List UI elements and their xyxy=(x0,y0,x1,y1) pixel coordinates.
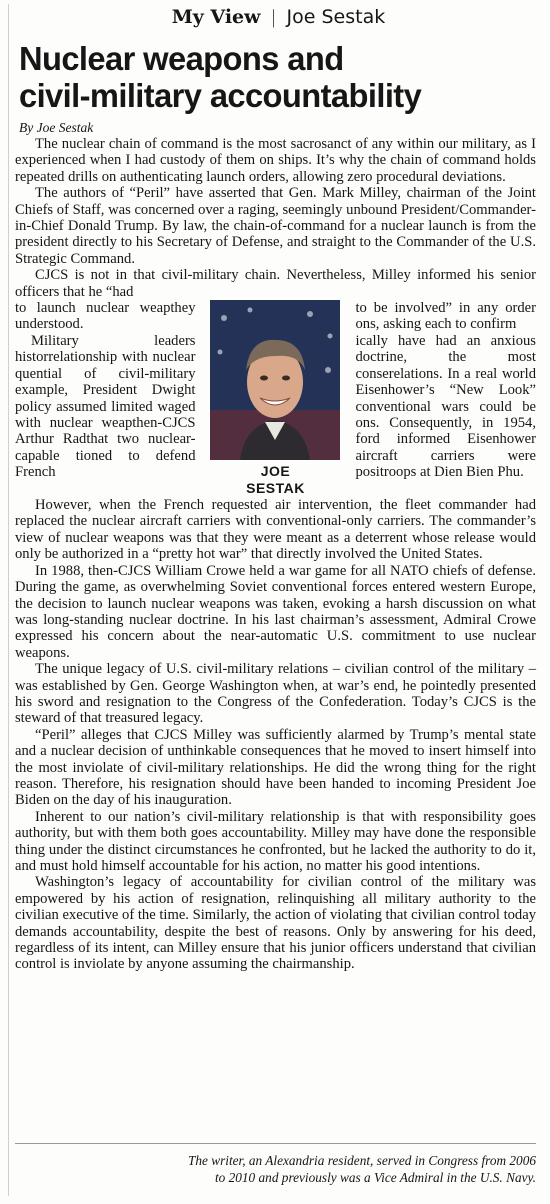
right-column xyxy=(356,300,537,497)
photo-caption-line-2: SESTAK xyxy=(246,480,305,497)
author-photo-block xyxy=(206,300,346,497)
paragraph-2: The authors of “Peril” have asserted that Gen. Mark Milley, chairman of the Joint Chiefs of Staff, was concerned over a raging, seemingly unbound President/Commander-in-Chief Donald Trump. By law, the chain-of-command for a nuclear launch is from the president directly to his Secretary of Defense, and straight to the Commander of the U.S. Strategic Command. xyxy=(15,185,536,267)
author-tagline xyxy=(15,1143,536,1186)
left-column xyxy=(15,300,196,497)
paragraph-1: The nuclear chain of command is the most sacrosanct of any within our military, as I experienced when I had custody of them on ships. It’s why the chain of command holds repeated drills on authenticating launch orders, allowing zero procedural deviations. xyxy=(15,136,536,185)
paragraph-3-intro: CJCS is not in that civil-military chain. Nevertheless, Milley informed his senior officers that he “had xyxy=(15,267,536,300)
article-body xyxy=(15,136,542,973)
photo-caption xyxy=(206,463,346,497)
paragraph-7: The unique legacy of U.S. civil-military relations – civilian control of the military – was established by Gen. George Washington when, at war’s end, he pointedly presented his sword and resignation to the Congress of the Confederation. Today’s CJCS is the steward of that treasured legacy. xyxy=(15,661,536,727)
paragraph-10: Washington’s legacy of accountability for civilian control of the military was empowered by his action of resignation, relinquishing all military authority to the civilian executive of the time. Similarly, the action of violating that civilian control today demands accountability, despite the best of reasons. Only by answering for his deed, regardless of its intent, can Milley ensure that his junior officers understand that civilian control is inviolate by anyone assuming the chairmanship. xyxy=(15,874,536,973)
paragraph-4-left: Military leaders historrelationship with nuclear quential of civil-military example, President Dwight policy assumed limited waged with nuclear weapthen-CJCS Arthur Radthat two nuclear-capable tioned to defend French xyxy=(15,332,196,481)
column-kicker xyxy=(15,4,542,30)
kicker-label: My View xyxy=(171,6,261,28)
paragraph-3-left: to launch nuclear weapthey understood. xyxy=(15,300,196,333)
tagline-line-2: to 2010 and previously was a Vice Admiral in the U.S. Navy. xyxy=(214,1170,536,1185)
portrait-image xyxy=(210,300,340,460)
paragraph-4-right: ically have had an anxious doctrine, the most conserelations. In a real world Eisenhower’s “New Look” conventional wars could be ons. Consequently, in 1954, ford informed Eisenhower aircraft carriers were positroops at Dien Bien Phu. xyxy=(355,332,536,481)
photo-split-section xyxy=(15,300,536,497)
tagline-line-1: The writer, an Alexandria resident, served in Congress from 2006 xyxy=(187,1153,536,1168)
kicker-divider: | xyxy=(271,6,276,28)
headline-line-2: civil-military accountability xyxy=(19,77,422,114)
headline-line-1: Nuclear weapons and xyxy=(19,40,344,77)
byline: By Joe Sestak xyxy=(19,120,94,135)
kicker-author: Joe Sestak xyxy=(286,6,386,28)
article-page xyxy=(8,4,542,1196)
headline xyxy=(19,40,537,114)
paragraph-3-right: to be involved” in any order ons, asking each to confirm xyxy=(355,300,536,333)
paragraph-5: However, when the French requested air intervention, the fleet commander had replaced the nuclear aircraft carriers with conventional-only carriers. The commander’s view of nuclear weapons was that they were meant as a deterrent whose release would only be authorized in a “pretty hot war” that directly involved the United States. xyxy=(15,497,536,563)
paragraph-8: “Peril” alleges that CJCS Milley was sufficiently alarmed by Trump’s mental state and a nuclear decision of unthinkable consequences that he moved to insert himself into the most inviolate of civil-military relationships. He did the wrong thing for the right reason. Therefore, his resignation should have been handed to incoming President Joe Biden on the day of his inauguration. xyxy=(15,726,536,809)
paragraph-6: In 1988, then-CJCS William Crowe held a war game for all NATO chiefs of defense. During the game, as overwhelming Soviet conventional forces entered western Europe, the decision to launch nuclear weapons was taken, evoking a harsh discussion on what was long-standing nuclear doctrine. In his last chairman’s assessment, Admiral Crowe expressed his concern about the near-automatic U.S. commitment to use nuclear weapons. xyxy=(15,562,536,661)
author-photo xyxy=(210,300,340,460)
paragraph-9: Inherent to our nation’s civil-military relationship is that with responsibility goes authority, but with them both goes accountability. Milley may have done the responsible thing under the distinct circumstances he confronted, but he lacked the authority to do it, and must hold himself accountable for his action, no matter his good intentions. xyxy=(15,808,536,874)
photo-caption-line-1: JOE xyxy=(260,463,291,480)
